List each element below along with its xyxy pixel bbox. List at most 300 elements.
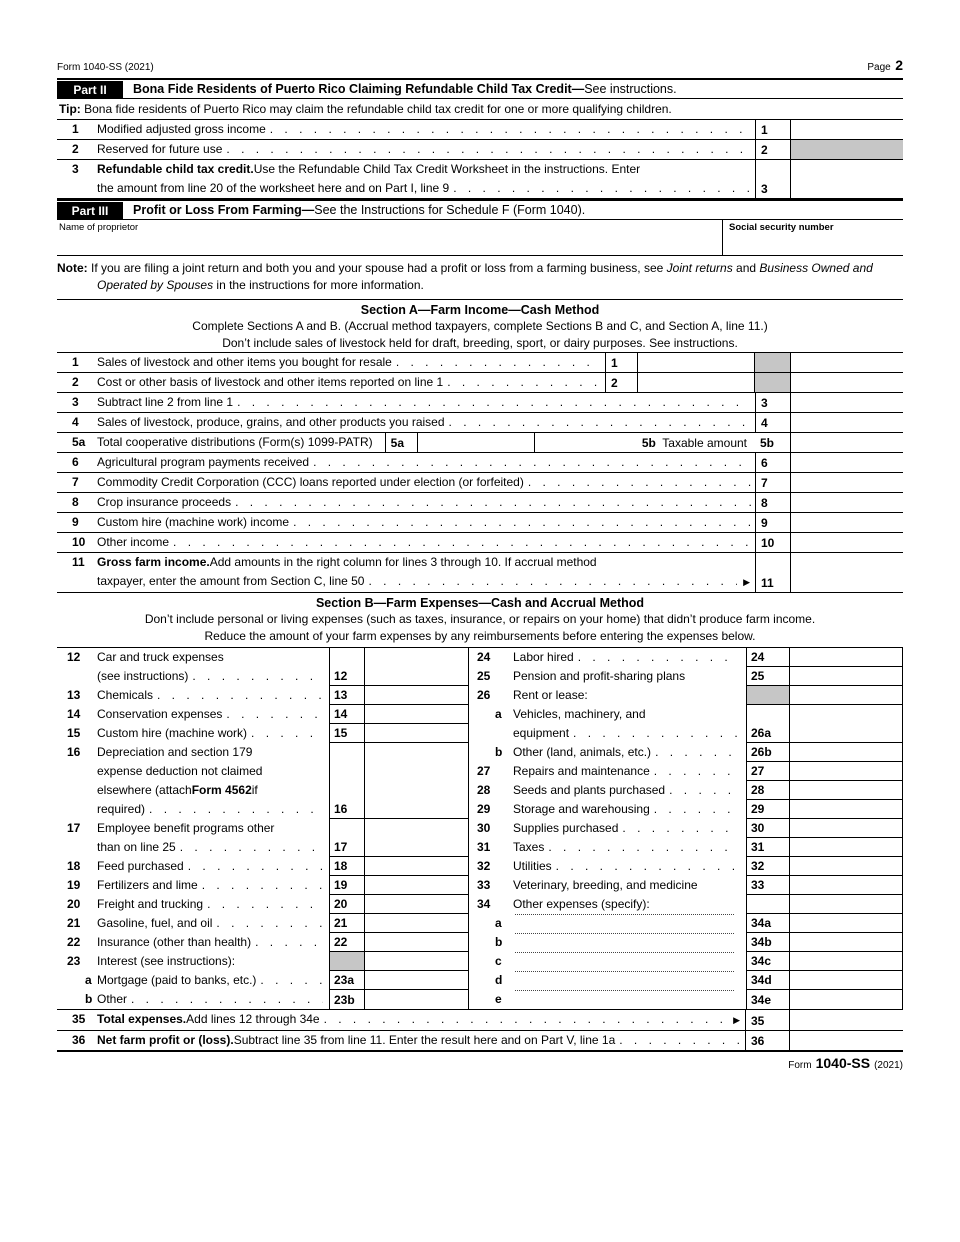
line-description: [513, 857, 746, 876]
line-number-box: 36: [745, 1031, 790, 1050]
other-expense-write-in[interactable]: [515, 952, 734, 953]
line-description: [513, 990, 746, 1009]
amount-entry[interactable]: [790, 819, 903, 838]
text: Modified adjusted gross income: [97, 122, 266, 136]
line-19: [57, 876, 469, 895]
line-description: [97, 533, 755, 552]
text: than on line 25: [97, 840, 176, 854]
dot-leader: [255, 933, 323, 952]
line-number: 31: [477, 840, 491, 854]
description-line: [97, 686, 327, 705]
text: Other income: [97, 535, 170, 549]
amount-entry[interactable]: [791, 393, 903, 412]
line-description: [513, 800, 746, 819]
line-5b: [57, 433, 903, 453]
amount-entry[interactable]: [365, 990, 469, 1009]
amount-entry[interactable]: [791, 513, 903, 532]
description-line: [97, 876, 327, 895]
dot-leader: [202, 876, 323, 895]
amount-entry[interactable]: [790, 800, 903, 819]
section-b-instruction-2: Reduce the amount of your farm expenses by any reimbursements before entering the expenses below.: [204, 629, 756, 643]
description-line: [97, 895, 327, 914]
line-description: [97, 857, 329, 876]
mid-line-number-box: 1: [605, 353, 637, 372]
description-line: [513, 762, 744, 781]
line-9: [57, 513, 903, 533]
line-number-box: 8: [755, 493, 791, 512]
amount-entry[interactable]: [790, 990, 903, 1009]
amount-entry[interactable]: [790, 762, 903, 781]
dot-leader: [207, 895, 323, 914]
line-number: 13: [67, 688, 81, 702]
line-number-box: 33: [746, 876, 790, 895]
amount-entry[interactable]: [790, 743, 903, 762]
line-34b: [469, 933, 903, 952]
dot-leader: [622, 819, 740, 838]
line-description: [513, 914, 746, 933]
description-line: [97, 971, 327, 990]
line-8: [57, 493, 903, 513]
line-21: [57, 914, 469, 933]
amount-entry[interactable]: [365, 895, 469, 914]
line-36: [57, 1031, 903, 1050]
dot-leader: [396, 353, 601, 372]
line-description: [97, 705, 329, 724]
line-description: [97, 914, 329, 933]
amount-entry[interactable]: [790, 838, 903, 857]
line-number-box: [746, 895, 790, 914]
line-description: [97, 819, 329, 857]
text: Gasoline, fuel, and oil: [97, 916, 213, 930]
dot-leader: [655, 743, 740, 762]
text: equipment: [513, 726, 570, 740]
social-security-number-field[interactable]: [722, 220, 903, 255]
text: if: [251, 783, 258, 797]
line-description: [97, 1010, 745, 1030]
text: Interest (see instructions):: [97, 954, 236, 968]
text: Feed purchased: [97, 859, 184, 873]
amount-entry[interactable]: [365, 819, 469, 857]
description-line: [97, 160, 755, 179]
amount-entry[interactable]: [365, 857, 469, 876]
text: Sales of livestock, produce, grains, and other products you raised: [97, 415, 445, 429]
amount-entry[interactable]: [790, 648, 903, 667]
line-number-box: 3: [755, 160, 791, 198]
line-number-box: 9: [755, 513, 791, 532]
text: Taxable amount: [655, 435, 747, 450]
part2-lines: [57, 120, 903, 199]
description-line: [97, 433, 373, 452]
text: required): [97, 802, 146, 816]
line-number: 27: [477, 764, 491, 778]
dot-leader: [293, 513, 751, 532]
description-line: [97, 553, 755, 572]
line-20: [57, 895, 469, 914]
line-description: [97, 413, 755, 432]
line-28: [469, 781, 903, 800]
line-number: 29: [477, 802, 491, 816]
line-number-box: 14: [329, 705, 365, 724]
line-description: [513, 686, 746, 705]
bold-text: Form 4562: [191, 783, 252, 797]
amount-entry[interactable]: [790, 933, 903, 952]
line-34e: [469, 990, 903, 1009]
line-description: [97, 933, 329, 952]
line-number: b: [495, 935, 503, 949]
proprietor-row: [57, 220, 903, 256]
line-number: 17: [67, 821, 81, 835]
text: Add amounts in the right column for lines 3 through 10. If accrual method: [209, 555, 597, 569]
amount-entry[interactable]: [791, 453, 903, 472]
line-number: 32: [477, 859, 491, 873]
line-27: [469, 762, 903, 781]
line-number: 19: [67, 878, 81, 892]
description-line: [97, 724, 327, 743]
note-text-1: If you are filing a joint return and both you and your spouse had a profit or loss from a farming business, see: [87, 261, 667, 275]
line-description: [513, 648, 746, 667]
line-23a: [57, 971, 469, 990]
dot-leader: [157, 686, 323, 705]
description-line: [97, 914, 327, 933]
description-line: [97, 120, 755, 139]
text: Supplies purchased: [513, 821, 619, 835]
amount-entry[interactable]: [790, 781, 903, 800]
amount-entry[interactable]: [791, 493, 903, 512]
line-description: [97, 895, 329, 914]
amount-entry[interactable]: [365, 705, 469, 724]
line-number: 15: [67, 726, 81, 740]
line-number-box: 34e: [746, 990, 790, 1009]
spacer: [535, 433, 642, 452]
dot-leader: [226, 140, 751, 159]
line-13: [57, 686, 469, 705]
text: Cost or other basis of livestock and other items reported on line 1: [97, 375, 444, 389]
section-a-heading: Section A—Farm Income—Cash Method: [360, 303, 600, 317]
text: Sales of livestock and other items you bought for resale: [97, 355, 392, 369]
part2-title-main: Bona Fide Residents of Puerto Rico Claiming Refundable Child Tax Credit—: [133, 82, 585, 96]
line-30: [469, 819, 903, 838]
amount-entry[interactable]: [791, 533, 903, 552]
amount-entry[interactable]: [790, 895, 903, 914]
line-11: [57, 553, 903, 593]
amount-entry[interactable]: [791, 433, 903, 452]
text: Crop insurance proceeds: [97, 495, 232, 509]
description-line: [97, 353, 605, 372]
name-of-proprietor-field[interactable]: [57, 220, 722, 255]
amount-entry[interactable]: [790, 1031, 903, 1050]
mid-amount-entry[interactable]: [637, 353, 755, 372]
other-expense-write-in[interactable]: [515, 990, 734, 991]
text: Seeds and plants purchased: [513, 783, 666, 797]
dot-leader: [251, 724, 323, 743]
line-number: 34: [477, 897, 491, 911]
text: Conservation expenses: [97, 707, 223, 721]
line-description: [97, 876, 329, 895]
description-line: [513, 819, 744, 838]
line-description: [513, 743, 746, 762]
description-line: [513, 648, 744, 667]
text: Add lines 12 through 34e: [186, 1012, 320, 1026]
bold-text: Refundable child tax credit.: [97, 162, 254, 176]
mid-line-number-box: 5a: [385, 433, 417, 452]
line-26: [469, 686, 903, 705]
description-line: [97, 838, 327, 857]
text: Other (land, animals, etc.): [513, 745, 652, 759]
amount-entry[interactable]: [365, 743, 469, 819]
line-number-box: 10: [755, 533, 791, 552]
other-expense-write-in[interactable]: [515, 971, 734, 972]
bold-text: 5b: [641, 435, 656, 450]
line-description: [97, 373, 605, 392]
description-line: [97, 857, 327, 876]
dot-leader: [556, 857, 740, 876]
text: Rent or lease:: [513, 688, 588, 702]
part3-label: Part III: [57, 202, 123, 219]
line-description: [97, 473, 755, 492]
amount-entry[interactable]: [791, 160, 903, 198]
note-italic-2: Business Owned and Operated by Spouses: [97, 261, 873, 292]
line-number-box: [746, 686, 790, 705]
line-35: [57, 1010, 903, 1031]
amount-entry[interactable]: [365, 876, 469, 895]
line-number: 14: [67, 707, 81, 721]
line-number: 26: [477, 688, 491, 702]
description-line: [97, 705, 327, 724]
text: the amount from line 20 of the worksheet here and on Part I, line 9: [97, 181, 450, 195]
description-line: [513, 952, 744, 958]
line-description: [97, 553, 755, 592]
line-number: 22: [67, 935, 81, 949]
line-number: 3: [72, 395, 79, 409]
description-line: [513, 971, 744, 977]
part3-title-main: Profit or Loss From Farming—: [133, 203, 315, 217]
dot-leader: [313, 453, 751, 472]
tip-text: Bona fide residents of Puerto Rico may claim the refundable child tax credit for one or more qualifying children.: [80, 102, 672, 116]
line-description: [97, 952, 329, 971]
line-description: [513, 838, 746, 857]
joint-return-note: [57, 256, 903, 300]
dot-leader: [368, 572, 737, 591]
line-number-box: 17: [329, 819, 365, 857]
line-number-box: 1: [755, 120, 791, 139]
amount-entry[interactable]: [791, 120, 903, 139]
text: Chemicals: [97, 688, 154, 702]
line-34d: [469, 971, 903, 990]
expense-column-right: [469, 648, 903, 1009]
dot-leader: [453, 179, 751, 198]
description-line: [513, 800, 744, 819]
line-31: [469, 838, 903, 857]
amount-entry[interactable]: [365, 686, 469, 705]
description-line: [513, 743, 744, 762]
dot-leader: [619, 1031, 741, 1050]
line-number-box: [755, 353, 791, 372]
line-34: [469, 895, 903, 914]
text: Agricultural program payments received: [97, 455, 310, 469]
text: Other: [97, 992, 128, 1006]
line-number: 16: [67, 745, 81, 759]
amount-entry[interactable]: [365, 971, 469, 990]
line-number: 6: [72, 455, 79, 469]
description-line: [513, 705, 744, 724]
other-expense-write-in[interactable]: [515, 933, 734, 934]
line-number-box: 27: [746, 762, 790, 781]
line-number-box: 32: [746, 857, 790, 876]
page-indicator: [867, 57, 903, 75]
line-number: 2: [72, 375, 79, 389]
amount-entry[interactable]: [790, 876, 903, 895]
line-number: a: [495, 916, 502, 930]
description-line: [513, 838, 744, 857]
description-line: [513, 990, 744, 996]
amount-entry[interactable]: [365, 648, 469, 686]
line-number: 7: [72, 475, 79, 489]
amount-entry[interactable]: [791, 353, 903, 372]
line-description: [97, 971, 329, 990]
line-description: [513, 819, 746, 838]
line-number: 9: [72, 515, 79, 529]
amount-entry[interactable]: [791, 413, 903, 432]
line-number-box: 25: [746, 667, 790, 686]
line-2: [57, 140, 903, 160]
taxable-amount-label: [642, 433, 755, 452]
line-23b: [57, 990, 469, 1009]
line-3: [57, 160, 903, 199]
line-number: d: [495, 973, 503, 987]
amount-entry[interactable]: [790, 686, 903, 705]
expense-column-left: [57, 648, 469, 1009]
line-description: [97, 160, 755, 198]
description-line: [97, 762, 327, 781]
line-6: [57, 453, 903, 473]
line-number: 5a: [72, 435, 86, 449]
description-line: [97, 1031, 745, 1050]
description-line: [97, 648, 327, 667]
amount-entry[interactable]: [365, 933, 469, 952]
dot-leader: [237, 393, 751, 412]
line-12: [57, 648, 469, 686]
description-line: [97, 1010, 745, 1030]
description-line: [97, 393, 755, 412]
line-number: 20: [67, 897, 81, 911]
amount-entry[interactable]: [365, 914, 469, 933]
dot-leader: [578, 648, 740, 667]
text: Repairs and maintenance: [513, 764, 650, 778]
footer-form-word: Form: [788, 1060, 812, 1071]
arrow-right-icon: ▶: [743, 577, 750, 587]
description-line: [97, 800, 327, 819]
footer-form-name: 1040-SS: [815, 1055, 871, 1071]
line-3: [57, 393, 903, 413]
page-number: 2: [895, 57, 903, 73]
description-line: [513, 781, 744, 800]
line-number-box: [755, 373, 791, 392]
line-10: [57, 533, 903, 553]
description-line: [97, 453, 755, 472]
line-description: [97, 1031, 745, 1050]
mid-amount-entry[interactable]: [417, 433, 535, 452]
page-word: Page: [867, 62, 891, 73]
line-description: [513, 876, 746, 895]
line-description: [97, 743, 329, 819]
line-number-box: 7: [755, 473, 791, 492]
line-number: 30: [477, 821, 491, 835]
section-a-instruction-1: Complete Sections A and B. (Accrual method taxpayers, complete Sections B and C, and Section A, line 11.): [192, 319, 768, 333]
text: Custom hire (machine work): [97, 726, 248, 740]
line-number-box: 29: [746, 800, 790, 819]
line-number: a: [495, 707, 502, 721]
line-26a: [469, 705, 903, 743]
amount-entry[interactable]: [791, 373, 903, 392]
description-line: [97, 413, 755, 432]
line-number-box: 2: [755, 140, 791, 159]
line-number-box: 23b: [329, 990, 365, 1009]
text: Subtract line 2 from line 1: [97, 395, 234, 409]
amount-entry[interactable]: [365, 952, 469, 971]
line-14: [57, 705, 469, 724]
line-7: [57, 473, 903, 493]
section-a-instruction-2: Don’t include sales of livestock held for draft, breeding, sport, or dairy purposes. See instructions.: [222, 336, 738, 350]
amount-entry[interactable]: [790, 857, 903, 876]
mid-amount-entry[interactable]: [637, 373, 755, 392]
amount-entry[interactable]: [791, 473, 903, 492]
description-line: [513, 876, 744, 895]
text: Total cooperative distributions (Form(s) 1099-PATR): [97, 435, 373, 449]
section-b-heading: Section B—Farm Expenses—Cash and Accrual Method: [315, 596, 645, 610]
amount-entry[interactable]: [365, 724, 469, 743]
line-number: 25: [477, 669, 491, 683]
amount-entry[interactable]: [790, 914, 903, 933]
line-number: 33: [477, 878, 491, 892]
name-of-proprietor-label: Name of proprietor: [59, 222, 139, 233]
amount-entry[interactable]: [790, 1010, 903, 1030]
other-expense-write-in[interactable]: [515, 914, 734, 915]
dot-leader: [270, 120, 751, 139]
part2-title: [123, 82, 677, 98]
line-description: [97, 120, 755, 139]
bold-text: Net farm profit or (loss).: [97, 1033, 234, 1047]
line-25: [469, 667, 903, 686]
description-line: [97, 572, 755, 592]
social-security-number-label: Social security number: [729, 222, 834, 233]
section-b-totals: [57, 1009, 903, 1052]
dot-leader: [573, 724, 740, 743]
part3-title: [123, 203, 585, 219]
amount-entry[interactable]: [790, 705, 903, 743]
part2-header: [57, 78, 903, 99]
line-1: [57, 120, 903, 140]
amount-entry[interactable]: [790, 952, 903, 971]
line-description: [513, 895, 746, 914]
text: Commodity Credit Corporation (CCC) loans reported under election (or forfeited): [97, 475, 524, 489]
line-number: 3: [72, 162, 79, 176]
text: Taxes: [513, 840, 545, 854]
line-description: [513, 762, 746, 781]
line-number-box: 34b: [746, 933, 790, 952]
line-number-box: 34d: [746, 971, 790, 990]
line-description: [513, 705, 746, 743]
line-description: [97, 393, 755, 412]
line-number: 1: [72, 355, 79, 369]
part3-header: [57, 199, 903, 220]
line-description: [97, 513, 755, 532]
section-a-lines: [57, 352, 903, 593]
amount-entry[interactable]: [790, 667, 903, 686]
description-line: [97, 493, 755, 512]
amount-entry[interactable]: [791, 553, 903, 592]
line-description: [97, 648, 329, 686]
amount-entry[interactable]: [790, 971, 903, 990]
